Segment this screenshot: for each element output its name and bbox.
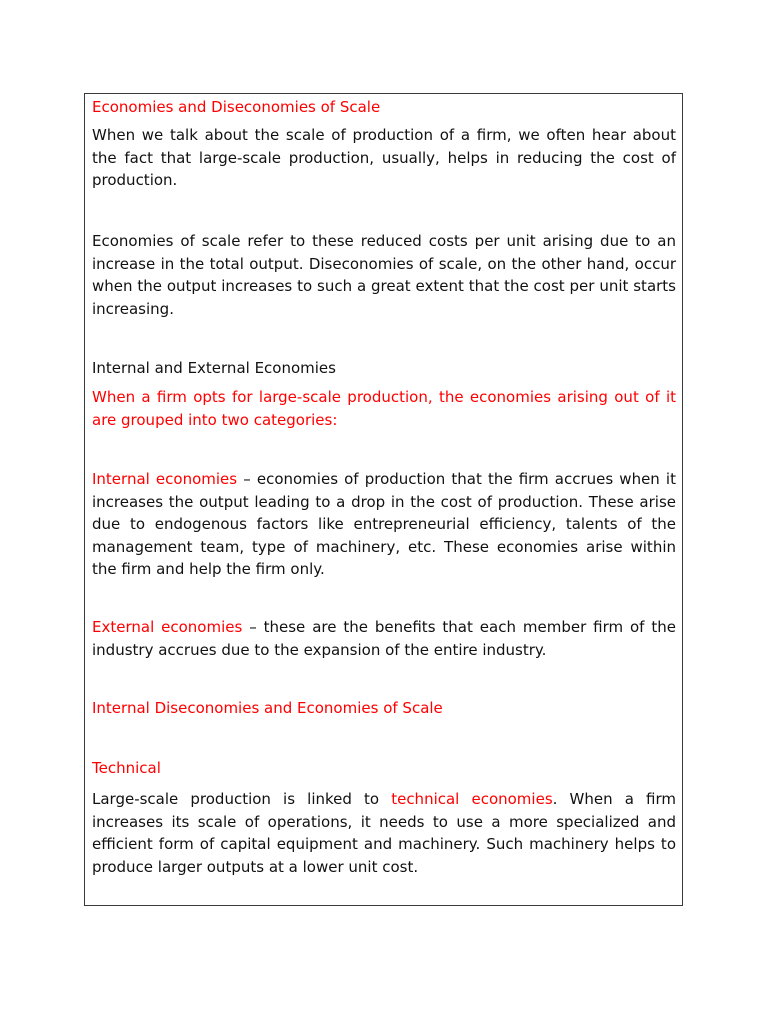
technical-paragraph (92, 788, 676, 878)
internal-economies-dash: – (237, 470, 257, 488)
categories-lead: When a firm opts for large-scale production, the economies arising out of it are grouped into two categories: (92, 388, 676, 429)
internal-economies-paragraph (92, 468, 676, 581)
technical-heading: Technical (92, 759, 161, 777)
intro-paragraph: When we talk about the scale of production of a firm, we often hear about the fact that large-scale production, usually, helps in reducing the cost of production. (92, 126, 676, 189)
external-economies-text: these are the benefits that each member firm of the industry accrues due to the expansion of the entire industry. (92, 618, 676, 659)
document-box (84, 93, 683, 906)
external-economies-paragraph (92, 616, 676, 661)
internal-economies-text: economies of production that the firm accrues when it increases the output leading to a drop in the cost of production. These arise due to endogenous factors like entrepreneurial efficiency, talents of the management team, type of machinery, etc. These economies arise within the firm and help the firm only. (92, 470, 676, 578)
internal-external-heading: Internal and External Economies (92, 359, 336, 377)
technical-text-before: Large-scale production is linked to (92, 790, 392, 808)
internal-economies-term: Internal economies (92, 470, 238, 488)
document-title: Economies and Diseconomies of Scale (92, 98, 381, 116)
technical-economies-link[interactable]: technical economies (391, 790, 553, 808)
external-economies-term: External economies (92, 618, 243, 636)
definition-paragraph: Economies of scale refer to these reduced costs per unit arising due to an increase in the total output. Diseconomies of scale, on the other hand, occur when the output increases to such a great extent that the cost per unit starts increasing. (92, 232, 676, 318)
external-economies-dash: – (242, 618, 264, 636)
internal-diseconomies-heading: Internal Diseconomies and Economies of Scale (92, 699, 443, 717)
technical-text-after: . When a firm increases its scale of operations, it needs to use a more specialized and efficient form of capital equipment and machinery. Such machinery helps to produce larger outputs at a lower unit cost. (92, 790, 676, 876)
